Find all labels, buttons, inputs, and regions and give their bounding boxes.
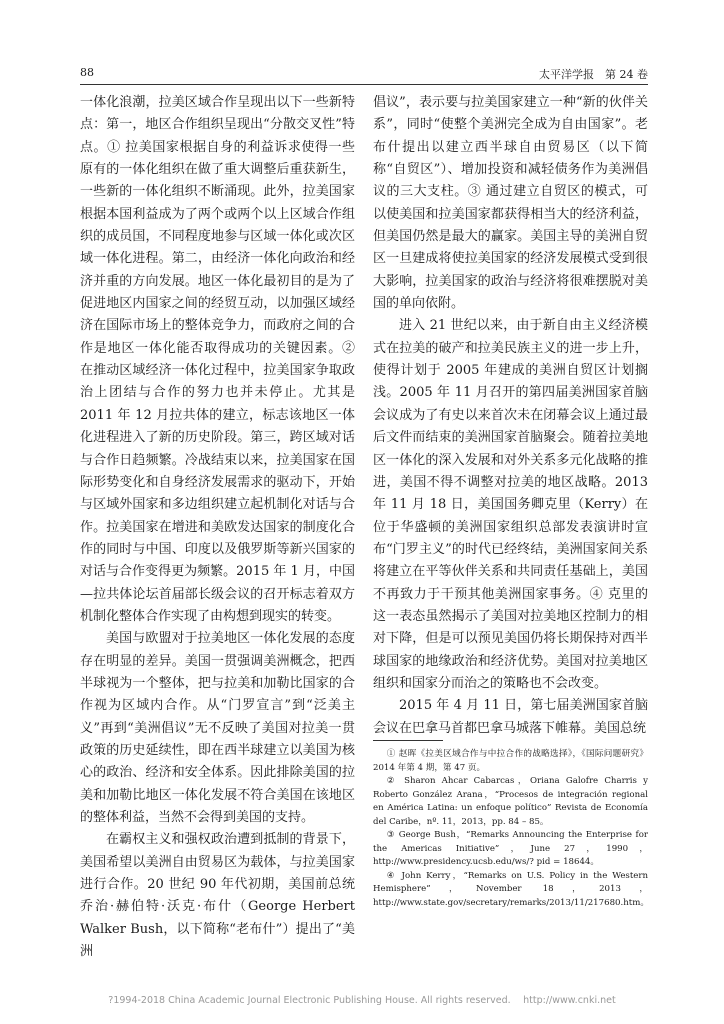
- paragraph: 进入 21 世纪以来，由于新自由主义经济模式在拉美的破产和拉美民族主义的进一步上升，使得计划于 2005 年建成的美洲自贸区计划搁浅。2005 年 11 月召开的第四届美洲国家首脑会议成为了有史以来首次未在闭幕会议上通过最后文件而结束的美洲国家首脑聚会。随着拉美地区一体化的深入发展和对外关系多元化战略的推进，美国不得不调整对拉美的地区战略。2013 年 11 月 18 日，美国国务卿克里（Kerry）在位于华盛顿的美洲国家组织总部发表演讲时宣布“门罗主义”的时代已经终结，美洲国家间关系将建立在平等伙伴关系和共同责任基础上，美国不再致力于干预其他美洲国家事务。④ 克里的这一表态虽然揭示了美国对拉美地区控制力的相对下降，但是可以预见美国仍将长期保持对西半球国家的地缘政治和经济优势。美国对拉美地区组织和国家分而治之的策略也不会改变。: [373, 318, 648, 691]
- page-number: 88: [80, 66, 94, 79]
- right-column: [373, 92, 648, 740]
- paragraph: 2015 年 4 月 11 日，第七届美洲国家首脑会议在巴拿马首都巴拿马城落下帷幕。美国总统: [373, 698, 648, 736]
- footnotes: [373, 748, 648, 910]
- journal-title: 太平洋学报 第 24 卷: [539, 68, 648, 81]
- header-rule: [80, 84, 648, 85]
- footnote: ③ George Bush，“Remarks Announcing the Enterprise for the Americas Initiative”，June 27，1990，http://www.presidency.ucsb.edu/ws/? pid = 18644。: [373, 830, 648, 867]
- footnote: ② Sharon Ahcar Cabarcas，Oriana Galofre Charris y Roberto González Arana，“Procesos de integración regional en América Latina: un enfoque político” Revista de Economía del Caribe，nº. 11，2013，pp. 84 – 85。: [373, 776, 648, 827]
- paragraph: 在霸权主义和强权政治遭到抵制的背景下，美国希望以美洲自由贸易区为载体，与拉美国家进行合作。20 世纪 90 年代初期，美国前总统乔治·赫伯特·沃克·布什（George Herbert Walker Bush，以下简称“老布什”）提出了“美洲: [80, 832, 355, 960]
- paragraph: 美国与欧盟对于拉美地区一体化发展的态度存在明显的差异。美国一贯强调美洲概念，把西半球视为一个整体，把与拉美和加勒比国家的合作视为区域内合作。从“门罗宣言”到“泛美主义”再到“美洲倡议”无不反映了美国对拉美一贯政策的历史延续性，即在西半球建立以美国为核心的政治、经济和安全体系。因此排除美国的拉美和加勒比地区一体化发展不符合美国在该地区的整体利益，当然不会得到美国的支持。: [80, 631, 355, 825]
- footnote: ① 赵晖《拉美区域合作与中拉合作的战略选择》，《国际问题研究》2014 年第 4 期，第 47 页。: [373, 749, 648, 773]
- paragraph: 一体化浪潮，拉美区域合作呈现出以下一些新特点：第一，地区合作组织呈现出“分散交叉性”特点。① 拉美国家根据自身的利益诉求使得一些原有的一体化组织在做了重大调整后重获新生，一些新的一体化组织不断涌现。此外，拉美国家根据本国利益成为了两个或两个以上区域合作组织的成员国，不同程度地参与区域一体化或次区域一体化进程。第二，由经济一体化向政治和经济并重的方向发展。地区一体化最初目的是为了促进地区内国家之间的经贸互动，以加强区域经济在国际市场上的整体竞争力，而政府之间的合作是地区一体化能否取得成功的关键因素。② 在推动区域经济一体化过程中，拉美国家争取政治上团结与合作的努力也并未停止。尤其是 2011 年 12 月拉共体的建立，标志该地区一体化进程进入了新的历史阶段。第三，跨区域对话与合作日趋频繁。冷战结束以来，拉美国家在国际形势变化和自身经济发展需求的驱动下，开始与区域外国家和多边组织建立起机制化对话与合作。拉美国家在增进和美欧发达国家的制度化合作的同时与中国、印度以及俄罗斯等新兴国家的对话与合作变得更为频繁。2015 年 1 月，中国—拉共体论坛首届部长级会议的召开标志着双方机制化整体合作实现了由构想到现实的转变。: [80, 95, 355, 624]
- paragraph: 倡议”，表示要与拉美国家建立一种“新的伙伴关系”，同时“使整个美洲完全成为自由国家”。老布什提出以建立西半球自由贸易区（以下简称“自贸区”）、增加投资和减轻债务作为美洲倡议的三大支柱。③ 通过建立自贸区的模式，可以使美国和拉美国家都获得相当大的经济利益，但美国仍然是最大的赢家。美国主导的美洲自贸区一旦建成将使拉美国家的经济发展模式受到很大影响，拉美国家的政治与经济将很难摆脱对美国的单向依附。: [373, 95, 648, 312]
- left-column: [80, 92, 355, 963]
- copyright-footer: ?1994-2018 China Academic Journal Electronic Publishing House. All rights reserved. http://www.cnki.net: [108, 995, 616, 1006]
- footnote: ④ John Kerry，“Remarks on U.S. Policy in the Western Hemisphere”，November 18，2013，http://www.state.gov/secretary/remarks/2013/11/217680.htm。: [373, 870, 649, 908]
- footnote-rule: [373, 740, 443, 741]
- page-header: [80, 66, 648, 84]
